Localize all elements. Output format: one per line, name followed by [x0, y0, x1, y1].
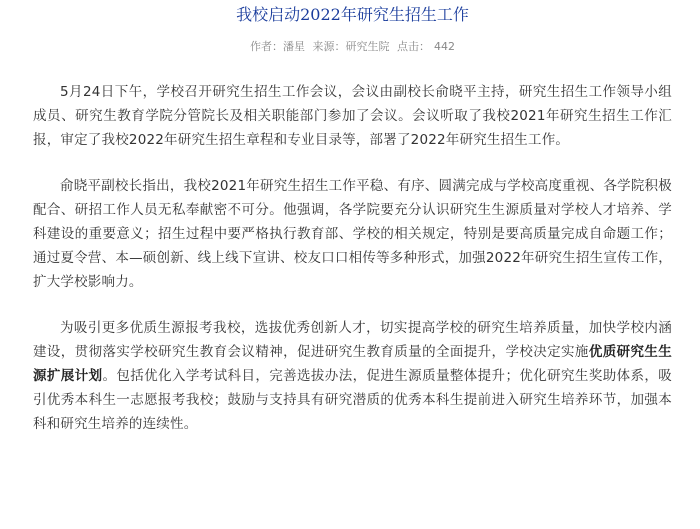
- highlighted-plan-name: 优质研究生生源扩展计划: [33, 344, 673, 384]
- paragraph-3-intro: 为吸引更多优质生源报考我校，选拔优秀创新人才，切实提高学校的研究生培养质量，加快学校内涵建设，贯彻落实学校研究生教育会议精神，促进研究生教育质量的全面提升，学校决定实施: [33, 320, 672, 360]
- click-count-value: 442: [434, 40, 455, 53]
- click-count-label: 点击：: [397, 40, 430, 53]
- article-meta: [33, 39, 672, 55]
- author-label: 作者：潘星: [250, 40, 305, 53]
- paragraph-3: [33, 316, 672, 436]
- paragraph-1: 5月24日下午，学校召开研究生招生工作会议，会议由副校长俞晓平主持，研究生招生工作领导小组成员、研究生教育学院分管院长及相关职能部门参加了会议。会议听取了我校2021年研究生招生工作汇报，审定了我校2022年研究生招生章程和专业目录等，部署了2022年研究生招生工作。: [33, 84, 672, 148]
- click-count: [397, 40, 455, 53]
- source-label: 来源：研究生院: [312, 40, 390, 53]
- article-title: 我校启动2022年研究生招生工作: [236, 5, 469, 24]
- paragraph-2: 俞晓平副校长指出，我校2021年研究生招生工作平稳、有序、圆满完成与学校高度重视、各学院积极配合、研招工作人员无私奉献密不可分。他强调，各学院要充分认识研究生生源质量对学校人才培养、学科建设的重要意义；招生过程中要严格执行教育部、学校的相关规定，特别是要高质量完成自命题工作；通过夏令营、本—硕创新、线上线下宣讲、校友口口相传等多种形式，加强2022年研究生招生宣传工作，扩大学校影响力。: [33, 178, 672, 290]
- paragraph-3-details: 。包括优化入学考试科目，完善选拔办法，促进生源质量整体提升；优化研究生奖助体系，吸引优秀本科生一志愿报考我校；鼓励与支持具有研究潜质的优秀本科生提前进入研究生培养环节，加强本科和研究生培养的连续性。: [33, 368, 673, 432]
